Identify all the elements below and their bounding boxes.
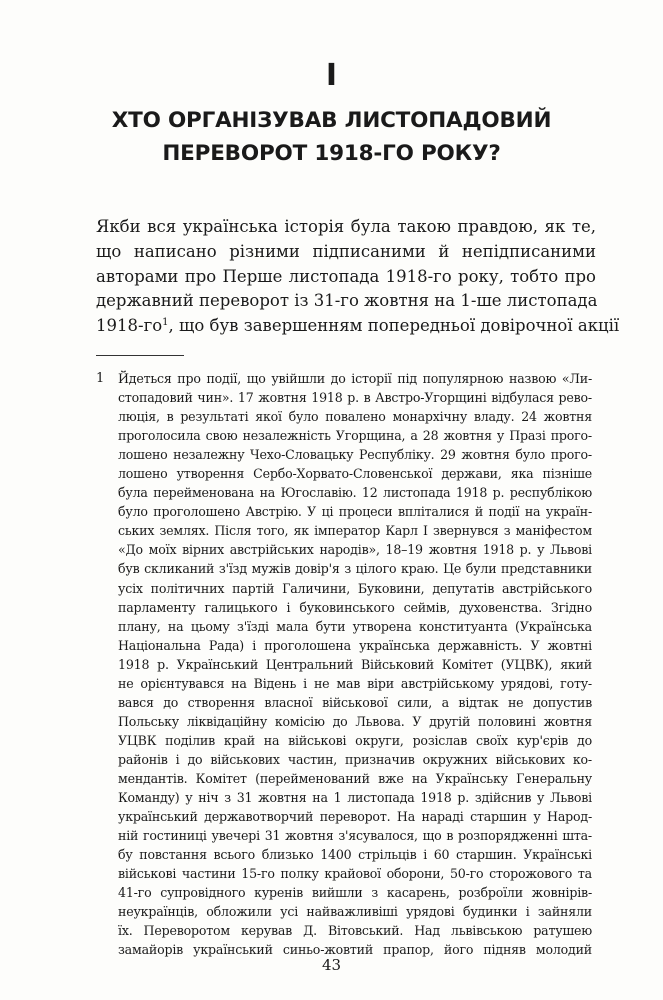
- footnote-line: Йдеться про події, що увійшли до історії під популярною назвою «Ли-: [118, 371, 592, 386]
- footnote-line: не орієнтувався на Відень і не мав віри австрійському урядові, готу-: [118, 675, 592, 691]
- footnote-line: стопадовий чин». 17 жовтня 1918 р. в Австро-Угорщині відбулася рево-: [118, 390, 592, 406]
- footnote-line: УЦВК поділив край на військові округи, розіслав своїх кур'єрів до: [118, 732, 592, 748]
- body-line-end: , що був завершенням попередньої довірочної акції: [168, 316, 620, 336]
- page-number: 43: [321, 956, 342, 974]
- footnote-line: усіх політичних партій Галичини, Буковини, депутатів австрійського: [118, 580, 592, 596]
- footnote-line: «До моїх вірних австрійських народів», 18–19 жовтня 1918 р. у Львові: [118, 542, 592, 558]
- footnote-reference: 1: [162, 317, 169, 329]
- body-line-start: 1918-го: [96, 316, 163, 336]
- body-line: авторами про Перше листопада 1918-го року, тобто про: [96, 266, 596, 286]
- footnote-line: був скликаний з'їзд мужів довір'я з цілого краю. Це були представники: [118, 561, 592, 577]
- footnote-line: Польську ліквідаційну комісію до Львова. У другій половині жовтня: [118, 713, 592, 729]
- footnote-line: люція, в результаті якої було повалено монархічну владу. 24 жовтня: [118, 409, 592, 425]
- footnote-line: було проголошено Австрію. У ці процеси впліталися й події на україн-: [118, 504, 592, 520]
- footnote-line: їх. Переворотом керував Д. Вітовський. Над львівською ратушею: [118, 923, 592, 939]
- footnote-line: районів і до військових частин, призначив окружних військових ко-: [118, 751, 592, 767]
- footnote-line: вався до створення власної військової сили, а відтак не допустив: [118, 694, 592, 710]
- footnote-text: [118, 369, 592, 959]
- footnote-line: лошено утворення Сербо-Хорвато-Словенської держави, яка пізніше: [118, 466, 592, 482]
- footnote-line: ських землях. Після того, як імператор Карл I звернувся з маніфестом: [118, 523, 592, 539]
- footnote-line: військові частини 15-го полку крайової оборони, 50-го сторожового та: [118, 866, 592, 882]
- footnote-separator: [96, 355, 184, 356]
- body-line: державний переворот із 31-го жовтня на 1-ше листопада: [96, 291, 598, 311]
- body-line: [96, 314, 620, 339]
- footnote-line: 1918 р. Український Центральний Військовий Комітет (УЦВК), який: [118, 656, 592, 672]
- footnote-line: Команду) у ніч з 31 жовтня на 1 листопада 1918 р. здійснив у Львові: [118, 790, 592, 806]
- footnote-line: лошено незалежну Чехо-Словацьку Республіку. 29 жовтня було прого-: [118, 447, 592, 463]
- footnote-line: бу повстання всього близько 1400 стрільців і 60 старшин. Українські: [118, 847, 592, 863]
- footnote-line: ній гостиниці увечері 31 жовтня з'ясувалося, що в розпорядженні шта-: [118, 828, 592, 844]
- chapter-title-line: ПЕРЕВОРОТ 1918-ГО РОКУ?: [162, 141, 501, 166]
- body-line: що написано різними підписаними й непідписаними: [96, 241, 596, 261]
- footnote-line: замайорів український синьо-жовтий прапор, його підняв молодий: [118, 942, 592, 958]
- footnote-line: Національна Рада) і проголошена українська державність. У жовтні: [118, 637, 592, 653]
- footnote-line: була перейменована на Югославію. 12 листопада 1918 р. республікою: [118, 485, 592, 501]
- footnote-line: 41-го супровідного куренів вийшли з касарень, розброїли жовнірів-: [118, 885, 592, 901]
- chapter-title: [60, 104, 603, 170]
- body-line: Якби вся українська історія була такою правдою, як те,: [96, 217, 596, 236]
- footnote-number: 1: [96, 371, 105, 386]
- chapter-number: I: [325, 58, 338, 93]
- body-paragraph: [96, 215, 620, 339]
- footnote-line: український державотворчий переворот. На нараді старшин у Народ-: [118, 809, 592, 825]
- footnote-line: проголосила свою незалежність Угорщина, а 28 жовтня у Празі прого-: [118, 428, 592, 444]
- chapter-title-line: ХТО ОРГАНІЗУВАВ ЛИСТОПАДОВИЙ: [111, 108, 552, 133]
- footnote-line: парламенту галицького і буковинського сеймів, духовенства. Згідно: [118, 599, 592, 615]
- footnote-line: неукраїнців, обложили усі найважливіші урядові будинки і зайняли: [118, 904, 592, 920]
- footnote-line: плану, на цьому з'їзді мала бути утворена конституанта (Українська: [118, 618, 592, 634]
- footnote-line: мендантів. Комітет (перейменований вже на Українську Генеральну: [118, 770, 592, 786]
